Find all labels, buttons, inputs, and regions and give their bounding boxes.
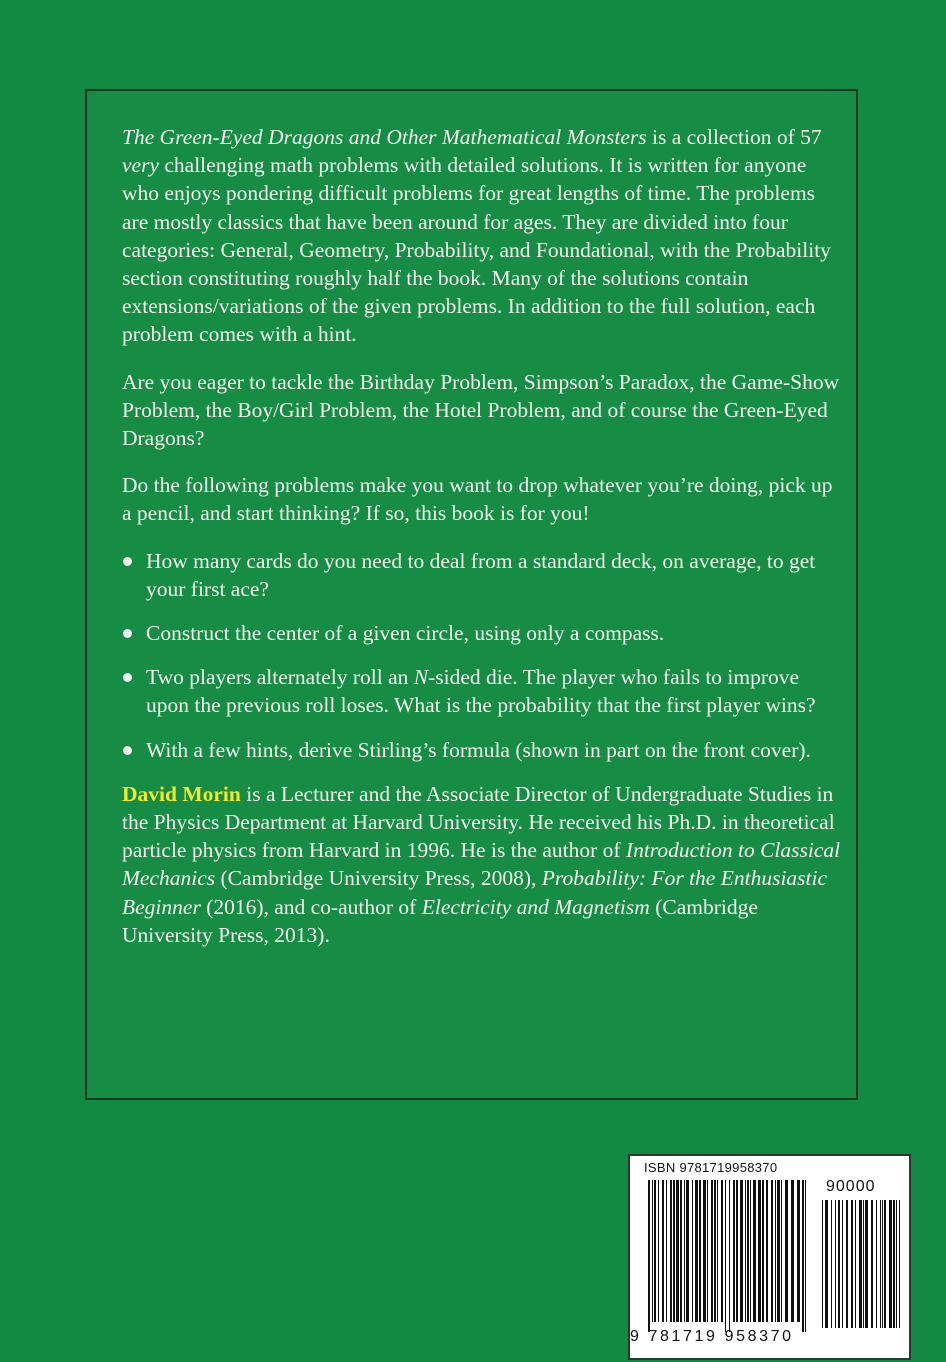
barcode-bar: [781, 1180, 782, 1322]
barcode-bar: [703, 1180, 706, 1322]
barcode-bar: [692, 1180, 693, 1322]
list-item: How many cards do you need to deal from a standard deck, on average, to get your first ace?: [122, 547, 842, 603]
barcode-bar: [851, 1200, 853, 1328]
ean-number: 9 781719 958370: [630, 1328, 794, 1345]
barcode-bar: [871, 1200, 873, 1328]
barcode-bar: [762, 1180, 764, 1322]
barcode-bar: [846, 1200, 848, 1328]
list-item: Two players alternately roll an N-sided die. The player who fails to improve upon the previous roll loses. What is the probability that the first player wins?: [122, 663, 842, 719]
barcode-bar: [831, 1200, 832, 1328]
barcode-bar: [859, 1200, 862, 1328]
bullet-icon: [123, 673, 132, 682]
barcode-bar: [714, 1180, 716, 1322]
barcode-bar: [699, 1180, 701, 1322]
barcode-bar: [835, 1200, 836, 1328]
barcode-bar: [684, 1180, 685, 1322]
barcode-bar: [721, 1180, 723, 1322]
barcode-bar: [889, 1200, 892, 1328]
bullet-icon: [123, 746, 132, 755]
barcode-bar: [766, 1180, 768, 1322]
list-item: Construct the center of a given circle, using only a compass.: [122, 619, 842, 647]
barcode-bar: [775, 1180, 776, 1322]
barcode-bar: [695, 1180, 698, 1322]
barcode-bar: [753, 1180, 756, 1322]
barcode-bar: [884, 1200, 886, 1328]
barcode-bar: [736, 1180, 738, 1322]
question-paragraph: Do the following problems make you want to drop whatever you’re doing, pick up a pencil, and start thinking? If so, this book is for you!: [122, 473, 833, 526]
list-item: With a few hints, derive Stirling’s formula (shown in part on the front cover).: [122, 736, 842, 764]
barcode-bar: [654, 1180, 656, 1322]
barcode-bar: [662, 1180, 664, 1322]
author-name: David Morin: [122, 781, 241, 806]
barcode-bar: [686, 1180, 689, 1322]
barcode-bar: [791, 1180, 794, 1322]
isbn-barcode: [628, 1154, 911, 1360]
barcode-bar: [777, 1180, 780, 1322]
barcode-bar: [865, 1200, 868, 1328]
book-title: The Green-Eyed Dragons and Other Mathematical Monsters: [122, 125, 647, 149]
barcode-bar: [711, 1180, 713, 1322]
barcode-bar: [648, 1180, 650, 1332]
bullet-icon: [123, 629, 132, 638]
barcode-bar: [863, 1200, 864, 1328]
barcode-bar: [707, 1180, 708, 1322]
barcode-bar: [729, 1180, 730, 1332]
barcode-bar: [747, 1180, 749, 1322]
barcode-bar: [717, 1180, 718, 1322]
barcode-bar: [745, 1180, 746, 1322]
barcode-bar: [680, 1180, 682, 1322]
barcode-bar: [880, 1200, 881, 1328]
barcode-bar: [825, 1200, 828, 1328]
barcode-bar: [670, 1180, 672, 1322]
barcode-bar: [733, 1180, 735, 1322]
barcode-bar: [740, 1180, 743, 1322]
problem-list: [122, 547, 842, 764]
barcode-bar: [882, 1200, 883, 1328]
barcode-bar: [797, 1180, 800, 1322]
barcode-bar: [899, 1200, 900, 1328]
barcode-bar: [842, 1200, 843, 1328]
isbn-label: ISBN 9781719958370: [644, 1160, 778, 1175]
barcode-bar: [758, 1180, 761, 1322]
back-cover-text: [122, 123, 842, 968]
barcode-bar: [893, 1200, 895, 1328]
barcode-bar: [673, 1180, 675, 1322]
barcode-bar: [896, 1200, 897, 1328]
barcode-bar: [802, 1180, 804, 1332]
bullet-icon: [123, 557, 132, 566]
barcode-bar: [750, 1180, 751, 1322]
barcode-bar: [771, 1180, 773, 1322]
barcode-bar: [855, 1200, 856, 1328]
author-bio: David Morin is a Lecturer and the Associate Director of Undergraduate Studies in the Physics Department at Harvard University. He received his Ph.D. in theoretical particle physics from Harvard in 1996. He is the author of Introduction to Classical Mechanics (Cambridge University Press, 2008), Probability: For the Enthusiastic Beginner (2016), and co-author of Electricity and Magnetism (Cambridge University Press, 2013).: [122, 781, 841, 947]
barcode-bar: [652, 1180, 653, 1322]
barcode-bar: [838, 1200, 840, 1328]
barcode-bar: [876, 1200, 877, 1328]
barcode-bar: [658, 1180, 659, 1322]
barcode-bar: [725, 1180, 726, 1332]
challenge-paragraph: Are you eager to tackle the Birthday Problem, Simpson’s Paradox, the Game-Show Problem, the Boy/Girl Problem, the Hotel Problem, and of course the Green-Eyed Dragons?: [122, 369, 840, 451]
barcode-bar: [666, 1180, 667, 1322]
price-addon: 90000: [826, 1178, 876, 1195]
barcode-bar: [805, 1180, 806, 1332]
barcode-bar: [822, 1200, 823, 1328]
barcode-bar: [785, 1180, 788, 1322]
intro-paragraph: The Green-Eyed Dragons and Other Mathematical Monsters is a collection of 57 very challenging math problems with detailed solutions. It is written for anyone who enjoys pondering difficult problems for great lengths of time. The problems are mostly classics that have been around for ages. They are divided into four categories: General, Geometry, Probability, and Foundational, with the Probability section constituting roughly half the book. Many of the solutions contain extensions/variations of the given problems. In addition to the full solution, each problem comes with a hint.: [122, 125, 831, 347]
barcode-bar: [676, 1180, 679, 1322]
